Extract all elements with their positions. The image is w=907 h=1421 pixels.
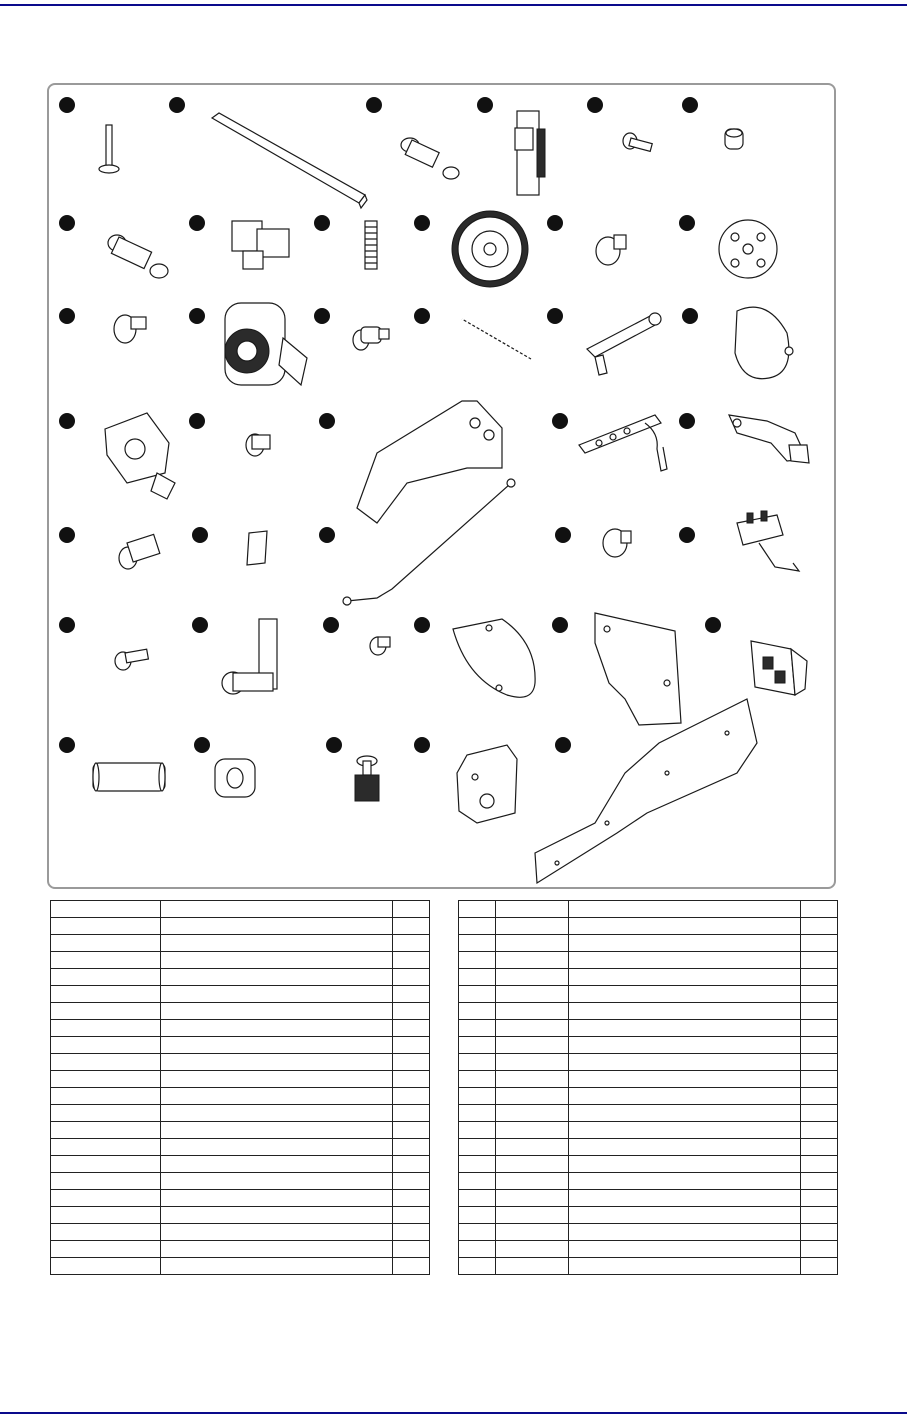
table-row <box>459 1173 838 1190</box>
table-cell <box>496 1156 569 1173</box>
table-row <box>51 918 430 935</box>
table-cell <box>51 1156 161 1173</box>
callout-marker <box>59 617 75 633</box>
table-cell <box>161 1122 393 1139</box>
table-cell <box>569 1173 801 1190</box>
table-cell <box>569 986 801 1003</box>
callout-marker <box>192 527 208 543</box>
table-row <box>51 1020 430 1037</box>
callout-marker <box>314 308 330 324</box>
table-cell <box>496 1241 569 1258</box>
parts-illustration <box>47 83 836 889</box>
table-cell <box>51 1224 161 1241</box>
table-cell <box>161 1258 393 1275</box>
callout-marker <box>189 413 205 429</box>
callout-marker <box>414 737 430 753</box>
table-cell <box>496 1003 569 1020</box>
table-cell <box>51 1173 161 1190</box>
table-cell <box>459 935 496 952</box>
callout-marker <box>414 308 430 324</box>
table-cell <box>569 1003 801 1020</box>
table-cell <box>161 1020 393 1037</box>
frame-rail-part <box>357 401 502 523</box>
table-row <box>459 1258 838 1275</box>
table-cell <box>569 1241 801 1258</box>
motor-housing-part <box>225 303 307 385</box>
table-row <box>459 918 838 935</box>
callout-marker <box>189 308 205 324</box>
table-cell <box>51 901 161 918</box>
table-cell <box>393 1071 430 1088</box>
table-cell <box>569 1258 801 1275</box>
table-cell <box>459 1037 496 1054</box>
flanged-bushing-part <box>114 315 146 343</box>
table-cell <box>569 1207 801 1224</box>
connector-block-part <box>751 641 807 695</box>
table-cell <box>459 1156 496 1173</box>
callout-marker <box>59 413 75 429</box>
long-frame-plate-part <box>535 699 757 883</box>
table-cell <box>161 1037 393 1054</box>
table-row <box>51 1224 430 1241</box>
table-cell <box>161 918 393 935</box>
table-cell <box>51 1037 161 1054</box>
table-cell <box>459 1190 496 1207</box>
table-cell <box>496 1054 569 1071</box>
table-cell <box>51 1122 161 1139</box>
long-rail-part <box>212 113 367 208</box>
table-cell <box>459 952 496 969</box>
table-cell <box>393 1105 430 1122</box>
table-cell <box>801 986 838 1003</box>
table-cell <box>161 935 393 952</box>
table-cell <box>161 1054 393 1071</box>
flanged-washer-part <box>603 529 631 557</box>
table-cell <box>801 1241 838 1258</box>
table-cell <box>801 1224 838 1241</box>
sleeve-bushing-part <box>119 534 160 569</box>
shaft-bushing-part <box>401 138 459 179</box>
table-row <box>459 1054 838 1071</box>
callout-marker <box>59 308 75 324</box>
table-row <box>459 1088 838 1105</box>
callout-marker <box>682 97 698 113</box>
table-row <box>459 1122 838 1139</box>
table-cell <box>161 1071 393 1088</box>
table-row <box>51 1207 430 1224</box>
table-row <box>459 1190 838 1207</box>
callout-marker <box>194 737 210 753</box>
table-cell <box>801 1071 838 1088</box>
table-row <box>51 1139 430 1156</box>
table-cell <box>51 1088 161 1105</box>
table-row <box>51 1173 430 1190</box>
callout-marker <box>323 617 339 633</box>
callout-marker <box>169 97 185 113</box>
table-cell <box>161 901 393 918</box>
table-cell <box>459 986 496 1003</box>
table-row <box>459 1156 838 1173</box>
table-cell <box>51 1020 161 1037</box>
table-cell <box>51 1241 161 1258</box>
side-plate-part <box>595 613 681 725</box>
table-cell <box>569 935 801 952</box>
callout-marker <box>59 97 75 113</box>
table-cell <box>51 1105 161 1122</box>
table-cell <box>496 901 569 918</box>
table-cell <box>161 1088 393 1105</box>
table-cell <box>459 918 496 935</box>
table-row <box>459 952 838 969</box>
table-cell <box>801 1105 838 1122</box>
table-cell <box>161 1224 393 1241</box>
table-cell <box>496 1088 569 1105</box>
table-cell <box>161 1156 393 1173</box>
table-cell <box>801 1190 838 1207</box>
table-row <box>459 1071 838 1088</box>
table-row <box>459 901 838 918</box>
table-cell <box>393 901 430 918</box>
table-cell <box>496 952 569 969</box>
table-cell <box>51 1071 161 1088</box>
tube-sleeve-part <box>93 763 165 791</box>
table-row <box>51 1003 430 1020</box>
table-cell <box>801 1088 838 1105</box>
table-row <box>51 935 430 952</box>
table-cell <box>569 1122 801 1139</box>
table-cell <box>459 1241 496 1258</box>
table-cell <box>393 1037 430 1054</box>
callout-marker <box>59 737 75 753</box>
table-cell <box>801 1139 838 1156</box>
table-row <box>459 1003 838 1020</box>
callout-marker <box>547 308 563 324</box>
callout-marker <box>552 617 568 633</box>
table-cell <box>161 952 393 969</box>
hex-screw-part <box>370 637 390 655</box>
table-row <box>459 969 838 986</box>
bracket-block-part <box>515 111 545 195</box>
table-cell <box>459 969 496 986</box>
table-row <box>51 969 430 986</box>
gear-wheel-part <box>452 211 528 287</box>
thumb-stud-part <box>355 756 379 801</box>
table-cell <box>393 1122 430 1139</box>
table-cell <box>393 918 430 935</box>
table-row <box>51 901 430 918</box>
table-cell <box>459 1003 496 1020</box>
parts-table-left <box>50 900 430 1275</box>
pin-part <box>99 125 119 173</box>
table-cell <box>496 1207 569 1224</box>
table-cell <box>569 918 801 935</box>
table-cell <box>801 901 838 918</box>
table-cell <box>161 1139 393 1156</box>
table-cell <box>51 1003 161 1020</box>
shaft-bushing-part <box>108 235 168 278</box>
table-row <box>51 1190 430 1207</box>
end-cap-plate-part <box>457 745 517 823</box>
table-cell <box>569 1105 801 1122</box>
table-cell <box>459 1105 496 1122</box>
callout-marker <box>326 737 342 753</box>
oval-cover-part <box>453 619 535 697</box>
table-row <box>51 1071 430 1088</box>
table-row <box>459 986 838 1003</box>
table-cell <box>801 1156 838 1173</box>
callout-marker <box>587 97 603 113</box>
table-cell <box>569 969 801 986</box>
table-cell <box>569 1224 801 1241</box>
screw-small-part <box>115 649 148 670</box>
table-cell <box>393 986 430 1003</box>
table-cell <box>393 1258 430 1275</box>
table-cell <box>459 1258 496 1275</box>
table-cell <box>801 1020 838 1037</box>
callout-marker <box>555 527 571 543</box>
table-cell <box>496 969 569 986</box>
callout-marker <box>189 215 205 231</box>
collar-sleeve-part <box>725 129 743 149</box>
table-cell <box>51 918 161 935</box>
table-cell <box>459 1207 496 1224</box>
table-cell <box>569 1139 801 1156</box>
callout-marker <box>552 413 568 429</box>
table-cell <box>801 1207 838 1224</box>
table-cell <box>393 1224 430 1241</box>
table-cell <box>496 1139 569 1156</box>
parts-table-left-body <box>51 901 430 1275</box>
table-cell <box>161 969 393 986</box>
table-row <box>51 1088 430 1105</box>
roller-part <box>215 759 255 797</box>
table-cell <box>496 1037 569 1054</box>
cover-plate-part <box>735 307 793 379</box>
table-row <box>459 1207 838 1224</box>
callout-marker <box>319 527 335 543</box>
table-cell <box>496 1258 569 1275</box>
table-cell <box>161 1207 393 1224</box>
table-cell <box>459 1054 496 1071</box>
table-row <box>459 1241 838 1258</box>
table-row <box>51 1105 430 1122</box>
callout-marker <box>555 737 571 753</box>
table-cell <box>496 1020 569 1037</box>
table-cell <box>801 918 838 935</box>
table-row <box>459 1139 838 1156</box>
table-cell <box>496 1190 569 1207</box>
table-cell <box>569 1037 801 1054</box>
callout-marker <box>314 215 330 231</box>
table-cell <box>393 1190 430 1207</box>
table-cell <box>393 1156 430 1173</box>
table-cell <box>51 1207 161 1224</box>
table-cell <box>459 901 496 918</box>
table-cell <box>51 1258 161 1275</box>
round-plate-part <box>719 220 777 278</box>
table-cell <box>569 952 801 969</box>
table-cell <box>496 918 569 935</box>
table-cell <box>801 1003 838 1020</box>
table-cell <box>51 952 161 969</box>
callout-marker <box>477 97 493 113</box>
callout-marker <box>59 527 75 543</box>
table-row <box>51 1037 430 1054</box>
coil-spring-part <box>365 221 377 269</box>
table-cell <box>801 935 838 952</box>
table-cell <box>569 1071 801 1088</box>
table-cell <box>393 1173 430 1190</box>
table-row <box>459 1224 838 1241</box>
table-cell <box>161 1241 393 1258</box>
table-row <box>51 1258 430 1275</box>
table-cell <box>51 1054 161 1071</box>
callout-marker <box>319 413 335 429</box>
table-cell <box>393 969 430 986</box>
knurled-stud-part <box>353 327 389 350</box>
parts-table-right-body <box>459 901 838 1275</box>
table-cell <box>393 1003 430 1020</box>
table-cell <box>51 986 161 1003</box>
table-cell <box>51 935 161 952</box>
table-row <box>51 952 430 969</box>
square-shim-part <box>247 531 267 565</box>
table-row <box>51 1054 430 1071</box>
link-bracket-part <box>729 415 809 463</box>
table-cell <box>161 986 393 1003</box>
callout-marker <box>547 215 563 231</box>
table-cell <box>496 1224 569 1241</box>
table-cell <box>801 1122 838 1139</box>
table-cell <box>569 1054 801 1071</box>
table-row <box>459 1037 838 1054</box>
parts-table-right <box>458 900 838 1275</box>
table-cell <box>459 1139 496 1156</box>
table-cell <box>161 1173 393 1190</box>
table-row <box>459 1105 838 1122</box>
table-cell <box>459 1071 496 1088</box>
callout-marker <box>414 215 430 231</box>
table-row <box>51 1241 430 1258</box>
table-cell <box>51 969 161 986</box>
callout-marker <box>366 97 382 113</box>
pulley-housing-part <box>105 413 175 499</box>
table-row <box>51 986 430 1003</box>
table-cell <box>801 1037 838 1054</box>
table-cell <box>801 952 838 969</box>
shoulder-screw-part <box>246 434 270 456</box>
switch-bracket-part <box>737 511 799 571</box>
table-cell <box>569 1190 801 1207</box>
table-cell <box>496 986 569 1003</box>
lever-arm-part <box>587 313 661 375</box>
table-cell <box>496 1122 569 1139</box>
table-cell <box>393 935 430 952</box>
table-cell <box>496 1071 569 1088</box>
table-cell <box>161 1190 393 1207</box>
table-cell <box>569 1088 801 1105</box>
pivot-arm-part <box>222 619 277 694</box>
table-cell <box>496 1173 569 1190</box>
table-cell <box>496 935 569 952</box>
table-cell <box>569 1020 801 1037</box>
table-cell <box>393 1241 430 1258</box>
table-row <box>51 1156 430 1173</box>
footer-rule <box>0 1412 907 1414</box>
table-cell <box>569 1156 801 1173</box>
table-cell <box>459 1088 496 1105</box>
table-cell <box>393 1020 430 1037</box>
callout-marker <box>414 617 430 633</box>
small-screw-part <box>623 133 652 151</box>
table-cell <box>459 1122 496 1139</box>
slotted-strip-part <box>579 415 667 471</box>
table-cell <box>459 1224 496 1241</box>
callout-marker <box>679 527 695 543</box>
callout-marker <box>59 215 75 231</box>
table-cell <box>569 901 801 918</box>
callout-marker <box>682 308 698 324</box>
table-cell <box>393 1054 430 1071</box>
table-cell <box>801 1173 838 1190</box>
table-cell <box>161 1105 393 1122</box>
table-cell <box>393 1207 430 1224</box>
table-cell <box>51 1190 161 1207</box>
table-cell <box>801 969 838 986</box>
callout-marker <box>679 215 695 231</box>
table-cell <box>393 1088 430 1105</box>
table-cell <box>459 1173 496 1190</box>
callout-marker <box>679 413 695 429</box>
table-cell <box>801 1258 838 1275</box>
callout-marker <box>705 617 721 633</box>
table-cell <box>393 952 430 969</box>
callout-marker <box>192 617 208 633</box>
table-cell <box>459 1020 496 1037</box>
flanged-screw-part <box>596 235 626 265</box>
table-cell <box>801 1054 838 1071</box>
table-row <box>459 1020 838 1037</box>
table-row <box>51 1122 430 1139</box>
table-cell <box>496 1105 569 1122</box>
table-row <box>459 935 838 952</box>
table-cell <box>51 1139 161 1156</box>
table-cell <box>393 1139 430 1156</box>
tension-spring-part <box>462 319 531 359</box>
header-rule <box>0 4 907 6</box>
table-cell <box>161 1003 393 1020</box>
clip-block-part <box>232 221 289 269</box>
